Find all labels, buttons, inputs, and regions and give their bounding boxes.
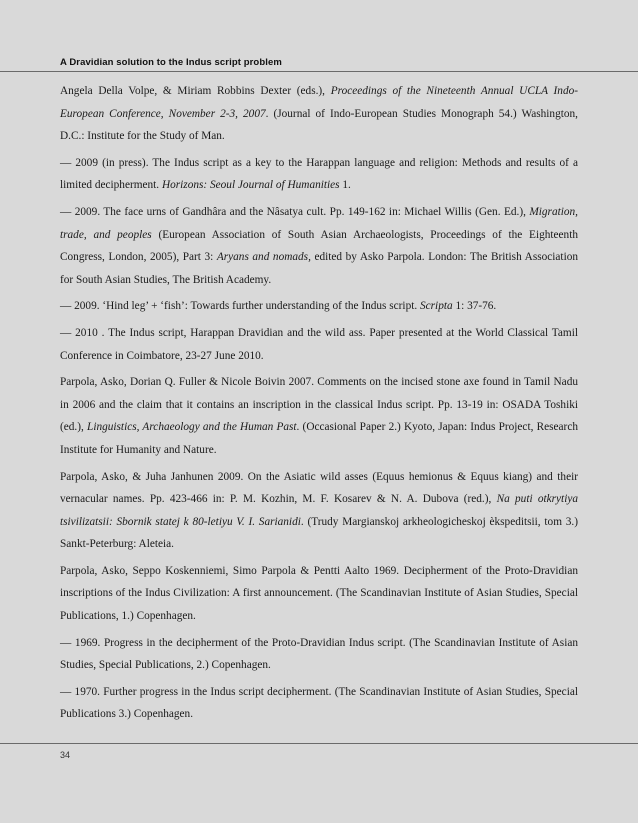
bibliography-entry <box>60 681 578 726</box>
bibliography-entry <box>60 152 578 197</box>
bibliography-entry <box>60 322 578 367</box>
bibliography-entry <box>60 560 578 628</box>
entry-text: (European Association of South Asian Archaeologists, Proceedings of the Eighteenth Congress, London, 2005), Part 3: <box>60 228 578 264</box>
page-number: 34 <box>60 750 71 760</box>
bibliography-entry <box>60 201 578 291</box>
entry-title-italic: Linguistics, Archaeology and the Human Past <box>87 421 297 434</box>
entry-title-italic: Aryans and nomads, <box>216 251 311 264</box>
entry-text: Parpola, Asko, & Juha Janhunen 2009. On the Asiatic wild asses (Equus hemionus & Equus kiang) and their vernacular names. Pp. 423-466 in: P. M. Kozhin, M. F. Kosarev & N. A. Dubova (red.), <box>60 470 578 506</box>
entry-text: — 1970. Further progress in the Indus script decipherment. (The Scandinavian Institute of Asian Studies, Special Publications 3.) Copenhagen. <box>60 685 578 721</box>
entry-title-italic: Scripta <box>420 300 453 313</box>
entry-text: — 1969. Progress in the decipherment of the Proto-Dravidian Indus script. (The Scandinavian Institute of Asian Studies, Special Publications, 2.) Copenhagen. <box>60 636 578 672</box>
bibliography-entry <box>60 295 578 318</box>
footer-rule <box>0 743 638 744</box>
header-rule <box>0 71 638 72</box>
bibliography-entry <box>60 80 578 148</box>
entry-title-italic: Migration, trade, and peoples <box>60 205 578 241</box>
entry-text: — 2009. The face urns of Gandhâra and the Nâsatya cult. Pp. 149-162 in: Michael Willis (Gen. Ed.), <box>60 205 530 218</box>
bibliography-entry <box>60 371 578 461</box>
entry-text: edited by Asko Parpola. London: The British Association for South Asian Studies, The British Academy. <box>60 251 578 286</box>
running-header: A Dravidian solution to the Indus script problem <box>60 57 282 68</box>
entry-text: — 2009 (in press). The Indus script as a key to the Harappan language and religion: Methods and results of a limited decipherment. <box>60 156 578 192</box>
entry-title-italic: Horizons: Seoul Journal of Humanities <box>161 179 340 192</box>
entry-text: Parpola, Asko, Seppo Koskenniemi, Simo Parpola & Pentti Aalto 1969. Decipherment of the Proto-Dravidian inscriptions of the Indus Civilization: A first announcement. (The Scandinavian Institute of Asian Studies, Special Publications, 1.) Copenhagen. <box>60 564 578 623</box>
entry-text: 1: 37-76. <box>452 300 497 313</box>
entry-text: . (Journal of Indo-European Studies Monograph 54.) Washington, D.C.: Institute for the Study of Man. <box>60 107 578 143</box>
entry-title-italic: Proceedings of the Nineteenth Annual UCLA Indo-European Conference, November 2-3, 2007 <box>60 85 578 120</box>
bibliography-entry <box>60 632 578 677</box>
entry-title-italic: Na puti otkrytiya tsivilizatsii: Sbornik statej k 80-letiyu V. I. Sarianidi <box>60 493 578 528</box>
entry-text: — 2010 . The Indus script, Harappan Dravidian and the wild ass. Paper presented at the World Classical Tamil Conference in Coimbatore, 23-27 June 2010. <box>60 326 578 362</box>
entry-text: Parpola, Asko, Dorian Q. Fuller & Nicole Boivin 2007. Comments on the incised stone axe found in Tamil Nadu in 2006 and the claim that it contains an inscription in the classical Indus script. Pp. 13-19 in: OSADA Toshiki (ed.), <box>60 376 578 434</box>
bibliography-entry <box>60 466 578 556</box>
entry-text: . (Occasional Paper 2.) Kyoto, Japan: Indus Project, Research Institute for Humanity and Nature. <box>60 421 578 456</box>
entry-text: Angela Della Volpe, & Miriam Robbins Dexter (eds.), <box>60 85 331 97</box>
entry-text: . (Trudy Margianskoj arkheologicheskoj èkspeditsii, tom 3.) Sankt-Peterburg: Aleteia. <box>60 515 578 551</box>
entry-text: 1. <box>339 179 351 192</box>
entry-text: — 2009. ‘Hind leg’ + ‘fish’: Towards further understanding of the Indus script. <box>60 300 420 313</box>
bibliography-list <box>60 80 578 730</box>
